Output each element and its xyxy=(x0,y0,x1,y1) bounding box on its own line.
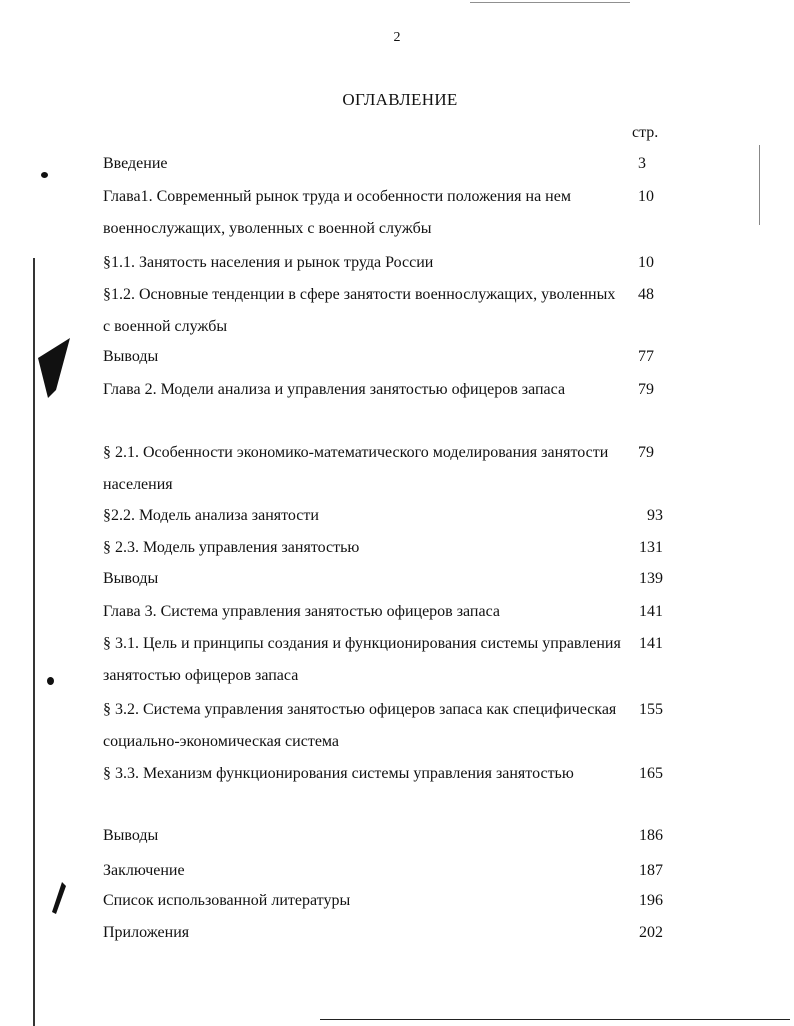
page-column-header: стр. xyxy=(632,124,659,141)
toc-entry xyxy=(103,694,663,758)
toc-entry xyxy=(103,628,663,692)
toc-entry-title: § 3.3. Механизм функционирования системы управления занятостью xyxy=(103,765,574,782)
toc-entry xyxy=(103,437,663,501)
toc-entry-page: 141 xyxy=(639,635,663,652)
toc-entry-title: Глава 3. Система управления занятостью офицеров запаса xyxy=(103,603,500,620)
toc-entry-title: § 3.2. Система управления занятостью офицеров запаса как специфическая социально-экономическая система xyxy=(103,701,617,750)
toc-entry-page: 187 xyxy=(639,862,663,879)
toc-entry xyxy=(103,885,663,917)
toc-entry-page: 93 xyxy=(647,507,663,524)
scan-mark xyxy=(41,172,48,178)
toc-entry xyxy=(103,500,663,532)
toc-entry-page: 196 xyxy=(639,892,663,909)
toc-entry-page: 141 xyxy=(639,603,663,620)
scan-ink-mark xyxy=(48,880,68,920)
toc-entry xyxy=(103,247,663,279)
toc-entry-page: 202 xyxy=(639,924,663,941)
toc-entry xyxy=(103,374,663,438)
scan-right-edge-line xyxy=(759,145,760,225)
toc-entry xyxy=(103,341,663,373)
toc-entry-page: 186 xyxy=(639,827,663,844)
toc-entry-title: Выводы xyxy=(103,827,159,844)
toc-entry xyxy=(103,820,663,852)
toc-entry xyxy=(103,855,663,887)
toc-entry-title: § 2.1. Особенности экономико-математического моделирования занятости населения xyxy=(103,444,609,493)
toc-entry xyxy=(103,563,663,595)
toc-entry xyxy=(103,532,663,564)
toc-entry-title: Глава 2. Модели анализа и управления занятостью офицеров запаса xyxy=(103,381,566,398)
toc-entry-page: 79 xyxy=(638,444,654,461)
scan-bottom-rule xyxy=(320,1019,790,1020)
toc-entry-title: Список использованной литературы xyxy=(103,892,351,909)
page-title: ОГЛАВЛЕНИЕ xyxy=(342,90,458,109)
toc-entry xyxy=(103,279,663,343)
toc-entry-title: § 3.1. Цель и принципы создания и функционирования системы управления занятостью офицеров запаса xyxy=(103,635,621,684)
toc-entry xyxy=(103,596,663,628)
toc-entry-page: 3 xyxy=(638,155,646,172)
toc-entry-title: Приложения xyxy=(103,924,190,941)
toc-entry-page: 79 xyxy=(638,381,654,398)
toc-entry-title: Введение xyxy=(103,155,168,172)
toc-entry-page: 10 xyxy=(638,188,654,205)
toc-entry xyxy=(103,181,663,245)
toc-entry xyxy=(103,917,663,949)
page-number: 2 xyxy=(393,30,401,45)
toc-entry xyxy=(103,758,663,822)
scan-top-rule xyxy=(470,2,630,3)
toc-entry-page: 165 xyxy=(639,765,663,782)
toc-entry-page: 139 xyxy=(639,570,663,587)
toc-entry-title: §1.1. Занятость населения и рынок труда России xyxy=(103,254,434,271)
toc-entry-page: 10 xyxy=(638,254,654,271)
toc-entry-title: Заключение xyxy=(103,862,185,879)
toc-entry-page: 77 xyxy=(638,348,654,365)
toc-entry-title: §1.2. Основные тенденции в сфере занятости военнослужащих, уволенных с военной службы xyxy=(103,286,616,335)
toc-entry-page: 131 xyxy=(639,539,663,556)
toc-entry-title: §2.2. Модель анализа занятости xyxy=(103,507,319,524)
toc-entry-title: § 2.3. Модель управления занятостью xyxy=(103,539,360,556)
toc-entry-page: 48 xyxy=(638,286,654,303)
toc-entry-title: Выводы xyxy=(103,570,159,587)
toc-entry-title: Глава1. Современный рынок труда и особенности положения на нем военнослужащих, уволенных с военной службы xyxy=(103,188,571,237)
toc-entry xyxy=(103,148,663,180)
toc-entry-title: Выводы xyxy=(103,348,159,365)
toc-entry-page: 155 xyxy=(639,701,663,718)
scan-mark xyxy=(47,677,54,685)
scan-ink-mark xyxy=(30,330,80,400)
